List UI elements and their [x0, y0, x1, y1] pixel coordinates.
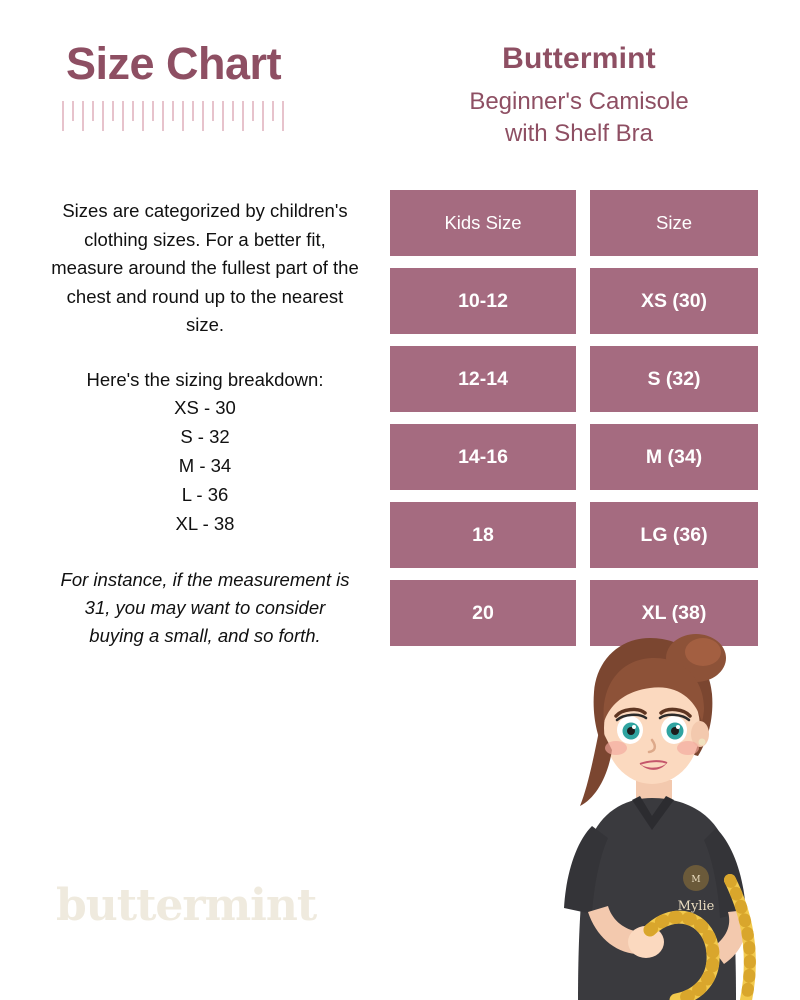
list-item: XL - 38: [175, 512, 235, 534]
cell-kids-size: 10-12: [390, 268, 576, 334]
list-item: XS - 30: [174, 397, 236, 419]
left-column: [40, 40, 370, 650]
table-header-row: [390, 190, 768, 256]
size-table: [390, 190, 768, 658]
table-row: [390, 346, 768, 412]
cell-kids-size: 12-14: [390, 346, 576, 412]
page-title: Size Chart: [66, 38, 282, 89]
instance-note: For instance, if the measurement is 31, you may want to consider buying a small, and so forth.: [60, 569, 350, 646]
table-row: [390, 502, 768, 568]
column-header-size: Size: [590, 190, 758, 256]
breakdown-label: Here's the sizing breakdown:: [86, 368, 324, 390]
cell-size: XL (38): [590, 580, 758, 646]
cell-size: XS (30): [590, 268, 758, 334]
list-item: M - 34: [178, 454, 232, 476]
size-description: Sizes are categorized by children's clothing sizes. For a better fit, measure around the fullest part of the chest and round up to the nearest size.: [51, 200, 359, 336]
brand-watermark: buttermint: [56, 880, 317, 931]
brand-name: Buttermint: [502, 42, 656, 75]
table-row: [390, 268, 768, 334]
woman-with-measuring-tape-illustration: [500, 630, 800, 1000]
product-name-line2: with Shelf Bra: [504, 119, 654, 147]
cell-kids-size: 18: [390, 502, 576, 568]
column-header-kids-size: Kids Size: [390, 190, 576, 256]
list-item: S - 32: [180, 426, 230, 448]
breakdown-list: [40, 394, 370, 538]
shirt-logo-text: Mylie: [677, 899, 715, 914]
right-column-header: [390, 42, 768, 150]
cell-size: M (34): [590, 424, 758, 490]
cell-kids-size: 20: [390, 580, 576, 646]
product-name: [390, 86, 768, 150]
table-row: [390, 424, 768, 490]
left-text-block: [40, 197, 370, 649]
cell-kids-size: 14-16: [390, 424, 576, 490]
product-name-line1: Beginner's Camisole: [469, 88, 689, 115]
cell-size: LG (36): [590, 502, 758, 568]
cell-size: S (32): [590, 346, 758, 412]
svg-text:M: M: [691, 875, 701, 885]
list-item: L - 36: [181, 483, 229, 505]
ruler-decoration: [62, 101, 334, 135]
